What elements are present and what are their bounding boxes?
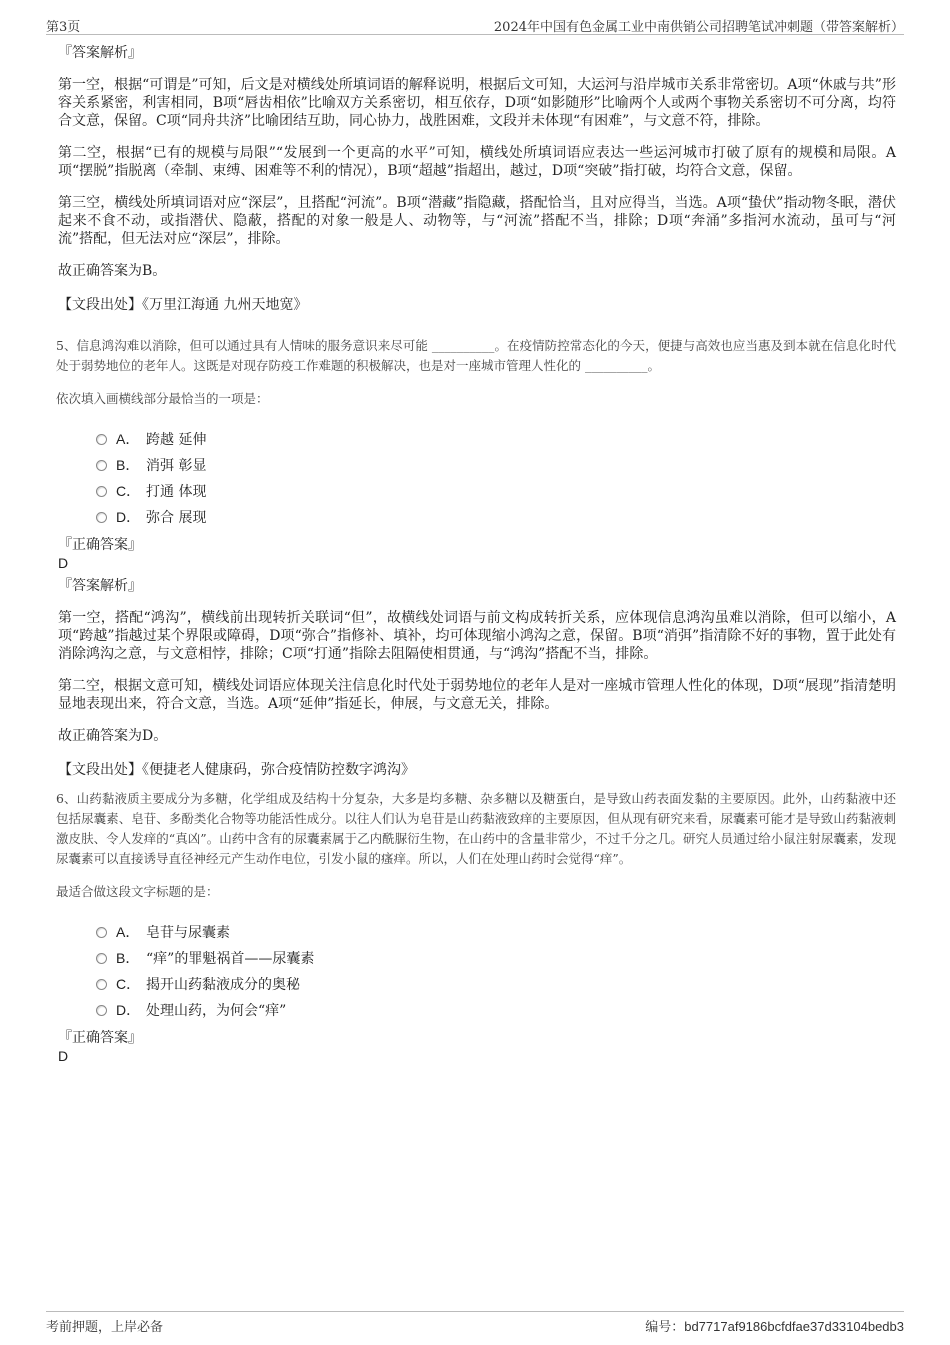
document-title: 2024年中国有色金属工业中南供销公司招聘笔试冲刺题（带答案解析） [493, 20, 904, 35]
radio-button[interactable] [96, 953, 107, 964]
option-letter: D． [116, 1002, 141, 1018]
page-header [46, 14, 904, 35]
q5-option-c[interactable] [96, 478, 896, 504]
option-text: 处理山药，为何会“痒” [146, 1003, 287, 1019]
option-letter: A． [116, 924, 140, 940]
q5-question-text: 5、信息鸿沟难以消除，但可以通过具有人情味的服务意识来尽可能 __________。在疫情防控常态化的今天，便捷与高效也应当惠及到本就在信息化时代处于弱势地位的老年人。这既是对现存防疫工作难题的积极解决，也是对一座城市管理人性化的 __________。 [56, 338, 896, 373]
q5-answer: D [58, 555, 69, 571]
q4-source: 【文段出处】《万里江海通 九州天地宽》 [58, 297, 308, 313]
q5-source: 【文段出处】《便捷老人健康码，弥合疫情防控数字鸿沟》 [58, 762, 415, 778]
q6-option-d[interactable] [96, 997, 896, 1023]
page-footer [46, 1311, 904, 1334]
q5-answer-label: 『正确答案』 [58, 537, 142, 553]
q6-option-b[interactable] [96, 945, 896, 971]
radio-button[interactable] [96, 486, 107, 497]
option-text: 皂苷与尿囊素 [146, 925, 230, 941]
q6-option-c[interactable] [96, 971, 896, 997]
q6-prompt: 最适合做这段文字标题的是： [56, 884, 219, 899]
option-text: 消弭 彰显 [146, 458, 207, 474]
option-text: 揭开山药黏液成分的奥秘 [146, 977, 300, 993]
q6-question-text: 6、山药黏液质主要成分为多糖，化学组成及结构十分复杂，大多是均多糖、杂多糖以及糖蛋白，是导致山药表面发黏的主要原因。此外，山药黏液中还包括尿囊素、皂苷、多酚类化合物等功能活性成分。以往人们认为皂苷是山药黏液致痒的主要原因，但从现有研究来看，尿囊素可能才是导致山药黏液刺激皮肤、令人发痒的“真凶”。山药中含有的尿囊素属于乙内酰脲衍生物，在山药中的含量非常少，不过千分之几。研究人员通过给小鼠注射尿囊素，发现尿囊素可以直接诱导直径神经元产生动作电位，引发小鼠的瘙痒。所以，人们在处理山药时会觉得“痒”。 [56, 791, 896, 866]
q5-conclusion: 故正确答案为D。 [58, 728, 168, 744]
option-text: 打通 体现 [146, 484, 207, 500]
page-content [56, 44, 896, 1070]
q4-analysis-paragraph-1: 第一空，根据“可谓是”可知，后文是对横线处所填词语的解释说明，根据后文可知，大运河与沿岸城市关系非常密切。A项“休戚与共”形容关系紧密，利害相同，B项“唇齿相依”比喻双方关系密切，相互依存，D项“如影随形”比喻两个人或两个事物关系密切不可分离，均符合文意，保留。C项“同舟共济”比喻团结互助，同心协力，战胜困难，文段并未体现“有困难”，与文意不符，排除。 [58, 77, 896, 129]
option-text: “痒”的罪魁祸首——尿囊素 [146, 951, 315, 967]
q6-option-a[interactable] [96, 919, 896, 945]
page-number: 第3页 [46, 20, 81, 35]
document-id [645, 1316, 904, 1335]
q6-answer: D [58, 1048, 69, 1064]
q5-options [96, 426, 896, 530]
q5-analysis-paragraph-1: 第一空，搭配“鸿沟”，横线前出现转折关联词“但”，故横线处词语与前文构成转折关系，应体现信息鸿沟虽难以消除，但可以缩小，A项“跨越”指越过某个界限或障碍，D项“弥合”指修补、填补，均可体现缩小鸿沟之意，保留。B项“消弭”指清除不好的事物，置于此处有消除鸿沟之意，与文意相悖，排除；C项“打通”指除去阻隔使相贯通，与“鸿沟”搭配不当，排除。 [58, 610, 896, 662]
radio-button[interactable] [96, 927, 107, 938]
q5-analysis-label: 『答案解析』 [58, 578, 142, 594]
radio-button[interactable] [96, 1005, 107, 1016]
q5-prompt: 依次填入画横线部分最恰当的一项是： [56, 391, 269, 406]
q5-option-b[interactable] [96, 452, 896, 478]
document-id-label: 编号： [645, 1320, 685, 1335]
q4-conclusion: 故正确答案为B。 [58, 263, 167, 279]
option-letter: B． [116, 457, 140, 473]
q4-analysis-paragraph-3: 第三空，横线处所填词语对应“深层”，且搭配“河流”。B项“潜藏”指隐藏，搭配恰当，且对应得当，当选。A项“蛰伏”指动物冬眠，潜伏起来不食不动，或指潜伏、隐蔽，搭配的对象一般是人、动物等，与“河流”搭配不当，排除；D项“奔涌”多指河水流动，虽可与“河流”搭配，但无法对应“深层”，排除。 [58, 195, 896, 247]
q5-option-a[interactable] [96, 426, 896, 452]
q6-answer-label: 『正确答案』 [58, 1030, 142, 1046]
q5-analysis-paragraph-2: 第二空，根据文意可知，横线处词语应体现关注信息化时代处于弱势地位的老年人是对一座城市管理人性化的体现，D项“展现”指清楚明显地表现出来，符合文意，当选。A项“延伸”指延长，伸展，与文意无关，排除。 [58, 678, 896, 712]
radio-button[interactable] [96, 434, 107, 445]
document-id-value: bd7717af9186bcfdfae37d33104bedb3 [684, 1319, 904, 1334]
q6-options [96, 919, 896, 1023]
q4-analysis-label: 『答案解析』 [58, 45, 142, 61]
radio-button[interactable] [96, 460, 107, 471]
option-letter: D． [116, 509, 141, 525]
footer-slogan: 考前押题，上岸必备 [46, 1320, 164, 1335]
option-letter: B． [116, 950, 140, 966]
option-letter: C． [116, 976, 141, 992]
option-text: 弥合 展现 [146, 510, 207, 526]
radio-button[interactable] [96, 512, 107, 523]
option-letter: A． [116, 431, 140, 447]
option-letter: C． [116, 483, 141, 499]
option-text: 跨越 延伸 [146, 432, 207, 448]
radio-button[interactable] [96, 979, 107, 990]
q5-option-d[interactable] [96, 504, 896, 530]
q4-analysis-paragraph-2: 第二空，根据“已有的规模与局限”“发展到一个更高的水平”可知，横线处所填词语应表达一些运河城市打破了原有的规模和局限。A项“摆脱”指脱离（牵制、束缚、困难等不利的情况），B项“超越”指超出，越过，D项“突破”指打破，均符合文意，保留。 [58, 145, 896, 179]
